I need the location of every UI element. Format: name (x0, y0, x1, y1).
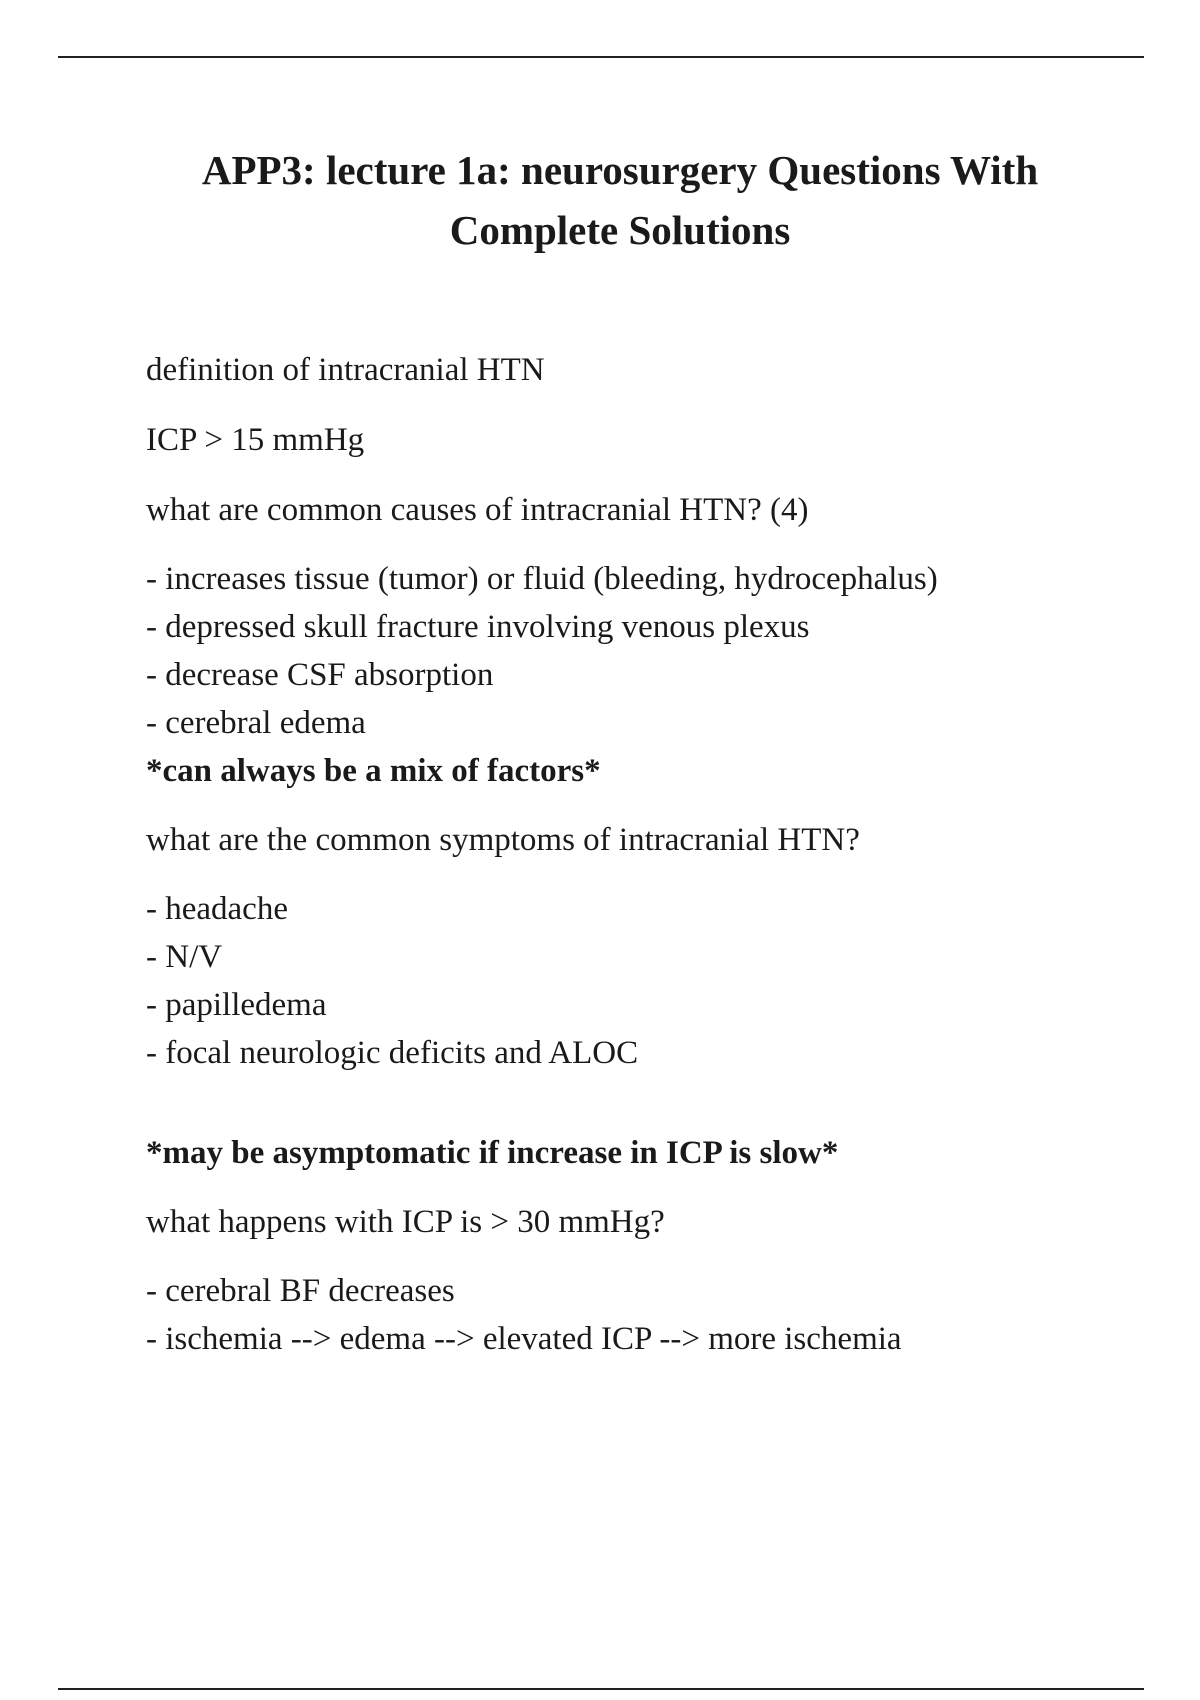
answer-2-line-4: - cerebral edema (146, 705, 366, 741)
answer-2-line-1: - increases tissue (tumor) or fluid (bleeding, hydrocephalus) (146, 561, 938, 597)
answer-3-note: *may be asymptomatic if increase in ICP is slow* (146, 1135, 839, 1171)
title-line-2: Complete Solutions (449, 207, 791, 253)
answer-2-note: *can always be a mix of factors* (146, 753, 601, 789)
top-divider (58, 56, 1144, 58)
question-3: what are the common symptoms of intracranial HTN? (146, 822, 860, 858)
answer-2-line-3: - decrease CSF absorption (146, 657, 494, 693)
question-1: definition of intracranial HTN (146, 352, 545, 388)
qa-content (146, 346, 1146, 1363)
answer-3-line-3: - papilledema (146, 987, 327, 1023)
question-2: what are common causes of intracranial HTN? (4) (146, 492, 809, 528)
answer-3-line-2: - N/V (146, 939, 223, 975)
answer-3-line-1: - headache (146, 891, 288, 927)
answer-2-line-2: - depressed skull fracture involving venous plexus (146, 609, 810, 645)
page-title (110, 140, 1130, 260)
bottom-divider (58, 1688, 1144, 1690)
title-line-1: APP3: lecture 1a: neurosurgery Questions With (201, 147, 1039, 193)
answer-3-line-4: - focal neurologic deficits and ALOC (146, 1035, 639, 1071)
answer-4-line-1: - cerebral BF decreases (146, 1273, 455, 1309)
answer-4-line-2: - ischemia --> edema --> elevated ICP --> more ischemia (146, 1321, 902, 1357)
question-4: what happens with ICP is > 30 mmHg? (146, 1204, 665, 1240)
answer-1-line-1: ICP > 15 mmHg (146, 422, 365, 458)
